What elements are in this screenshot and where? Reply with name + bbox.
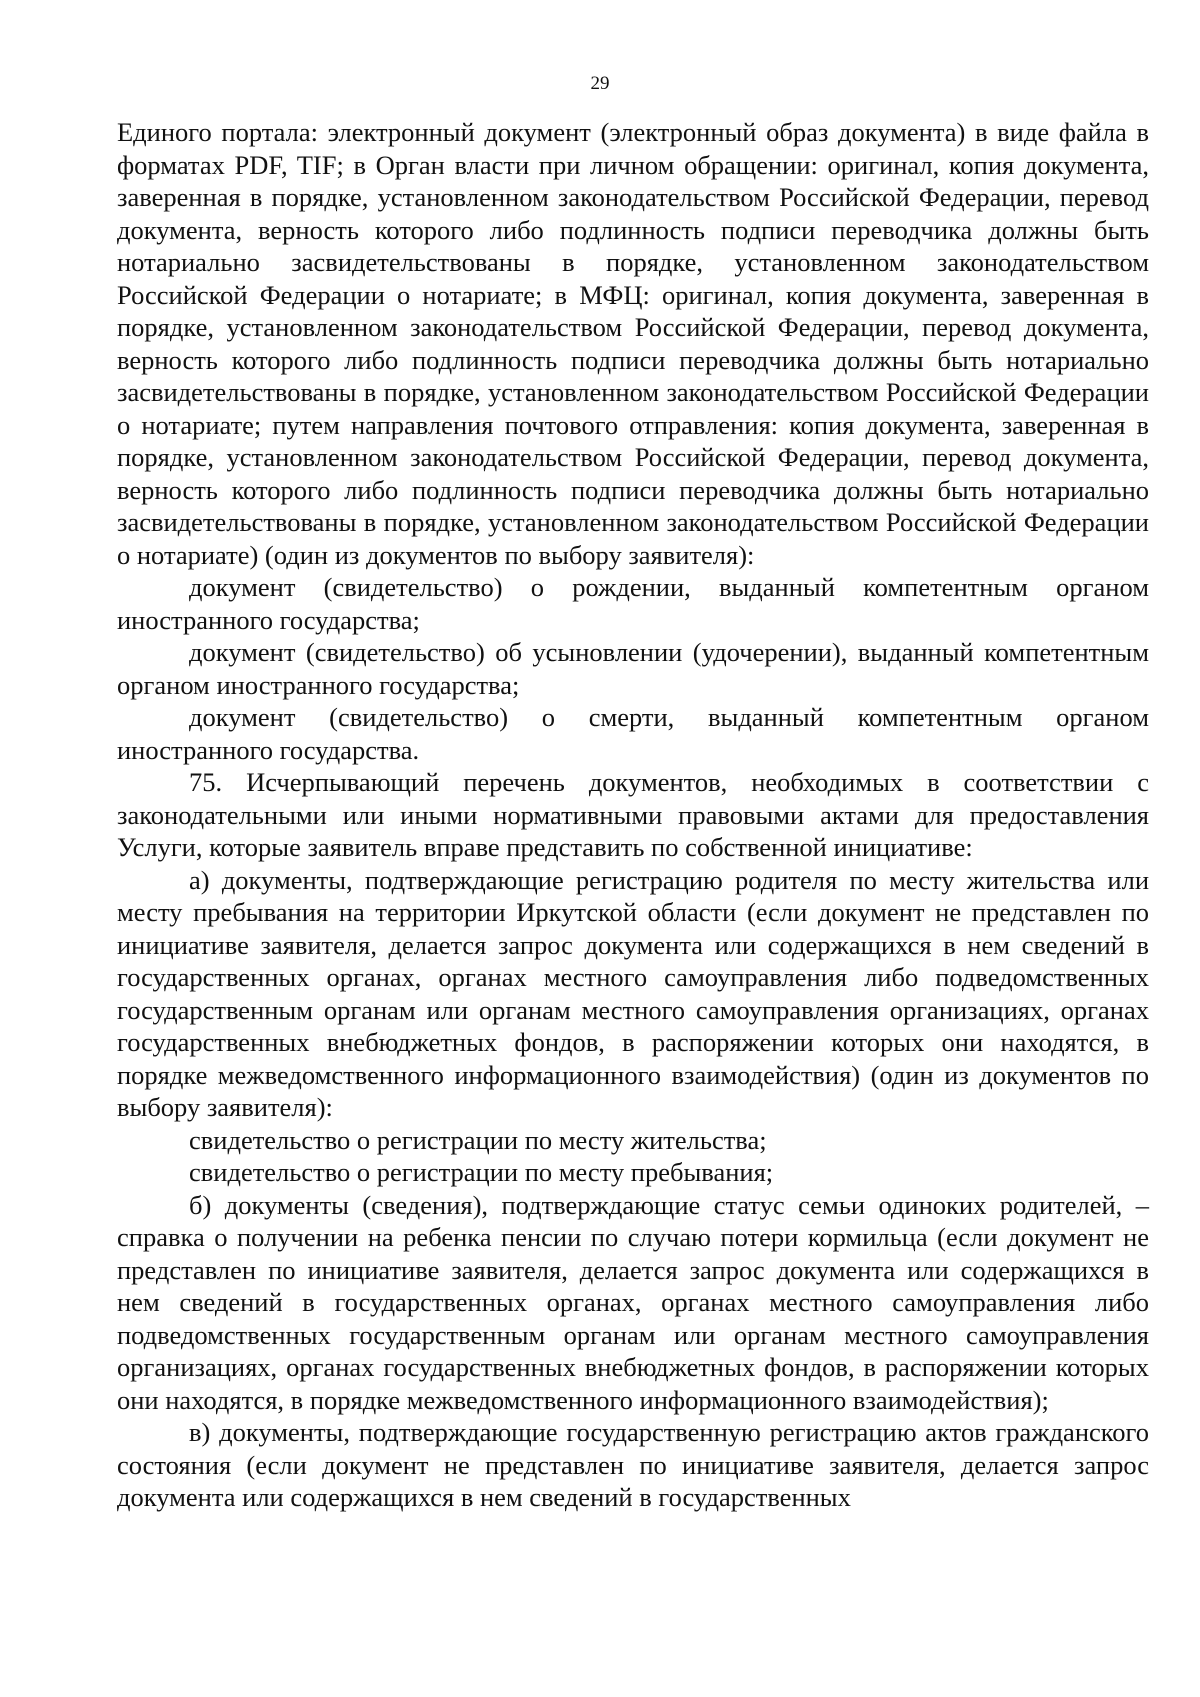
- paragraph-residence-registration: свидетельство о регистрации по месту жительства;: [189, 1124, 767, 1155]
- paragraph-stay-registration: свидетельство о регистрации по месту пребывания;: [189, 1157, 774, 1187]
- paragraph-death-certificate: документ (свидетельство) о смерти, выданный компетентным органом иностранного государства.: [117, 702, 1149, 765]
- paragraph-item-a-registration: а) документы, подтверждающие регистрацию родителя по месту жительства или месту пребывания на территории Иркутской области (если документ не представлен по инициативе заявителя, делается запрос документа или содержащихся в нем сведений в государственных органах, органах местного самоуправления либо подведомственных государственным органам или органам местного самоуправления организациях, органах государственных внебюджетных фондов, в распоряжении которых они находятся, в порядке межведомственного информационного взаимодействия) (один из документов по выбору заявителя):: [117, 864, 1149, 1122]
- paragraph-item-v-civil-status-acts: в) документы, подтверждающие государственную регистрацию актов гражданского состояния (если документ не представлен по инициативе заявителя, делается запрос документа или содержащихся в нем сведений в государственных: [117, 1417, 1149, 1512]
- page-number: 29: [590, 73, 610, 94]
- document-body: [117, 116, 1149, 1514]
- paragraph-adoption-certificate: документ (свидетельство) об усыновлении (удочерении), выданный компетентным органом иностранного государства;: [117, 637, 1149, 700]
- paragraph-document-submission-methods: Единого портала: электронный документ (электронный образ документа) в виде файла в форматах PDF, TIF; в Орган власти при личном обращении: оригинал, копия документа, заверенная в порядке, установленном законодательством Российской Федерации, перевод документа, верность которого либо подлинность подписи переводчика должны быть нотариально засвидетельствованы в порядке, установленном законодательством Российской Федерации о нотариате; в МФЦ: оригинал, копия документа, заверенная в порядке, установленном законодательством Российской Федерации, перевод документа, верность которого либо подлинность подписи переводчика должны быть нотариально засвидетельствованы в порядке, установленном законодательством Российской Федерации о нотариате; путем направления почтового отправления: копия документа, заверенная в порядке, установленном законодательством Российской Федерации, перевод документа, верность которого либо подлинность подписи переводчика должны быть нотариально засвидетельствованы в порядке, установленном законодательством Российской Федерации о нотариате) (один из документов по выбору заявителя):: [117, 117, 1149, 570]
- paragraph-birth-certificate: документ (свидетельство) о рождении, выданный компетентным органом иностранного государства;: [117, 572, 1149, 635]
- paragraph-item-75: 75. Исчерпывающий перечень документов, необходимых в соответствии с законодательными или иными нормативными правовыми актами для предоставления Услуги, которые заявитель вправе представить по собственной инициативе:: [117, 767, 1149, 862]
- paragraph-item-b-single-parent-status: б) документы (сведения), подтверждающие статус семьи одиноких родителей, – справка о получении на ребенка пенсии по случаю потери кормильца (если документ не представлен по инициативе заявителя, делается запрос документа или содержащихся в нем сведений в государственных органах, органах местного самоуправления либо подведомственных государственным органам или органам местного самоуправления организациях, органах государственных внебюджетных фондов, в распоряжении которых они находятся, в порядке межведомственного информационного взаимодействия);: [117, 1189, 1149, 1415]
